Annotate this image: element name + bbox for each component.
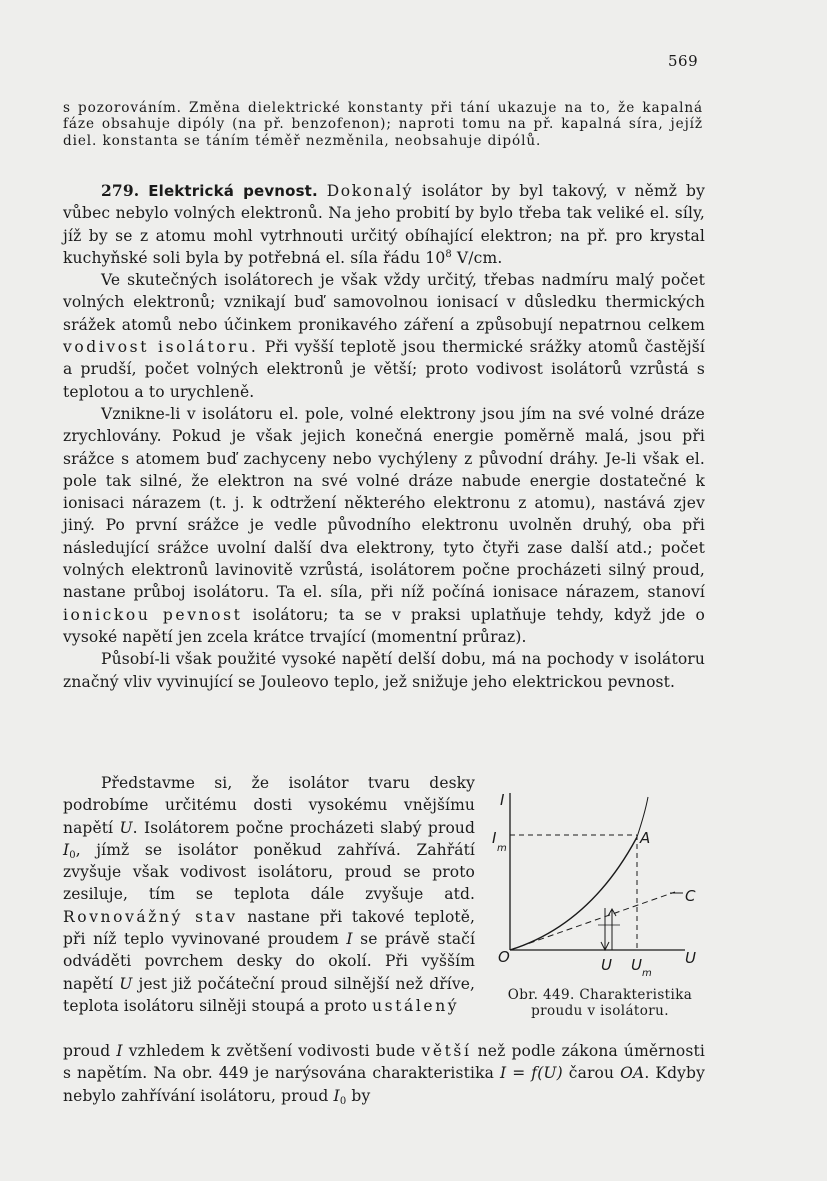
- label-y-axis: I: [500, 791, 505, 809]
- characteristic-diagram: [480, 775, 720, 985]
- figure-449: [480, 775, 720, 1035]
- svg-text:m: m: [497, 843, 507, 854]
- label-u: U: [601, 956, 612, 974]
- section-paragraph-4: Působí-li však použité vysoké napětí delší dobu, má na pochody v isolátoru značný vliv vyvinující se Jouleovo teplo, jež snižuje jeho elektrickou pevnost.: [63, 650, 705, 691]
- section-paragraph-1: 279. Elektrická pevnost. Dokonalý isolátor by byl takový, v němž by vůbec nebylo volných elektronů. Na jeho probití by bylo třeba tak veliké el. síly, jíž by se z atomu mohl vytrhnouti určitý obíhající elektron; na př. pro krystal kuchyňské soli byla by potřebná el. síla řádu $10^8$ V/cm.: [63, 181, 705, 267]
- label-im: I: [492, 829, 497, 847]
- label-line-c: C: [685, 887, 696, 905]
- section-paragraph-3: Vznikne-li v isolátoru el. pole, volné elektrony jsou jím na své volné dráze zrychlovány. Pokud je však jejich konečná energie poměrně malá, jsou při srážce s atomem buď zachyceny nebo vychýleny z původní dráhy. Je-li však el. pole tak silné, že elektron na své volné dráze nabude energie dostatečné k ionisaci nárazem (t. j. k odtržení některého elektronu z atomu), nastává zjev jiný. Po první srážce je vedle původního elektronu uvolněn druhý, oba při následující srážce uvolní další dva elektrony, tyto čtyři zase další atd.; počet volných elektronů lavinovitě vzrůstá, isolátorem počne procházeti silný proud, nastane průboj isolátoru. Ta el. síla, při níž počíná ionisace nárazem, stanoví ionickou pevnost isolátoru; ta se v praksi uplatňuje tehdy, když jde o vysoké napětí jen zcela krátce trvající (momentní průraz).: [63, 404, 705, 646]
- section-paragraph-5-continued: proud I vzhledem k zvětšení vodivosti bude větší než podle zákona úměrnosti s napětím. Na obr. 449 je narýsována charakteristika I = f(U) čarou OA. Kdyby nebylo zahřívání isolátoru, proud $I_0$ by: [63, 1042, 706, 1107]
- figure-caption: Obr. 449. Charakteristika proudu v isolátoru.: [507, 987, 693, 1019]
- svg-text:m: m: [642, 968, 652, 979]
- section-title: Elektrická pevnost.: [148, 182, 318, 200]
- label-um: U: [631, 956, 642, 974]
- emphasis-ionic-strength: ionickou pevnost: [63, 605, 243, 624]
- section-lead-word: Dokonalý: [326, 182, 413, 200]
- section-paragraph-5: Představme si, že isolátor tvaru desky podrobíme určitému dosti vysokému vnějšímu napětí U. Isolátorem počne procházeti slabý proud $I_0$, jímž se isolátor poněkud zahřívá. Zahřátí zvyšuje však vodivost isolátoru, proud se proto zesiluje, tím se teplota dále zvyšuje atd. Rovnovážný stav nastane při takové teplotě, při níž teplo vyvinované proudem I se právě stačí odváděti povrchem desky do okolí. Při vyšším napětí U jest již počáteční proud silnější než dříve, teplota isolátoru silněji stoupá a proto ustálený: [63, 774, 476, 1015]
- label-point-a: A: [640, 829, 651, 847]
- intro-paragraph: s pozorováním. Změna dielektrické konstanty při tání ukazuje na to, že kapalná fáze obsahuje dipóly (na př. benzofenon); naproti tomu na př. kapalná síra, jejíž diel. konstanta se táním téměř nezměnila, neobsahuje dipólů.: [63, 100, 703, 149]
- emphasis-equilibrium: Rovnovážný stav: [63, 907, 238, 926]
- formula: I = f(U): [500, 1064, 563, 1083]
- section-body: [63, 180, 705, 693]
- section-number: 279.: [101, 181, 140, 200]
- section-paragraph-2: Ve skutečných isolátorech je však vždy určitý, třebas nadmíru malý počet volných elektronů; vznikají buď samovolnou ionisací v důsledku thermických srážek atomů nebo účinkem pronikavého záření a způsobují nepatrnou celkem vodivost isolátoru. Při vyšší teplotě jsou thermické srážky atomů častější a prudší, počet volných elektronů je větší; proto vodivost isolátorů vzrůstá s teplotou a to urychleně.: [63, 271, 705, 401]
- curve-oa: [510, 837, 637, 950]
- page-number: 569: [668, 52, 699, 70]
- emphasis-conductivity: vodivost isolátoru.: [63, 338, 259, 357]
- label-origin: O: [498, 948, 510, 966]
- line-oc: [510, 892, 675, 950]
- label-x-axis: U: [685, 949, 696, 967]
